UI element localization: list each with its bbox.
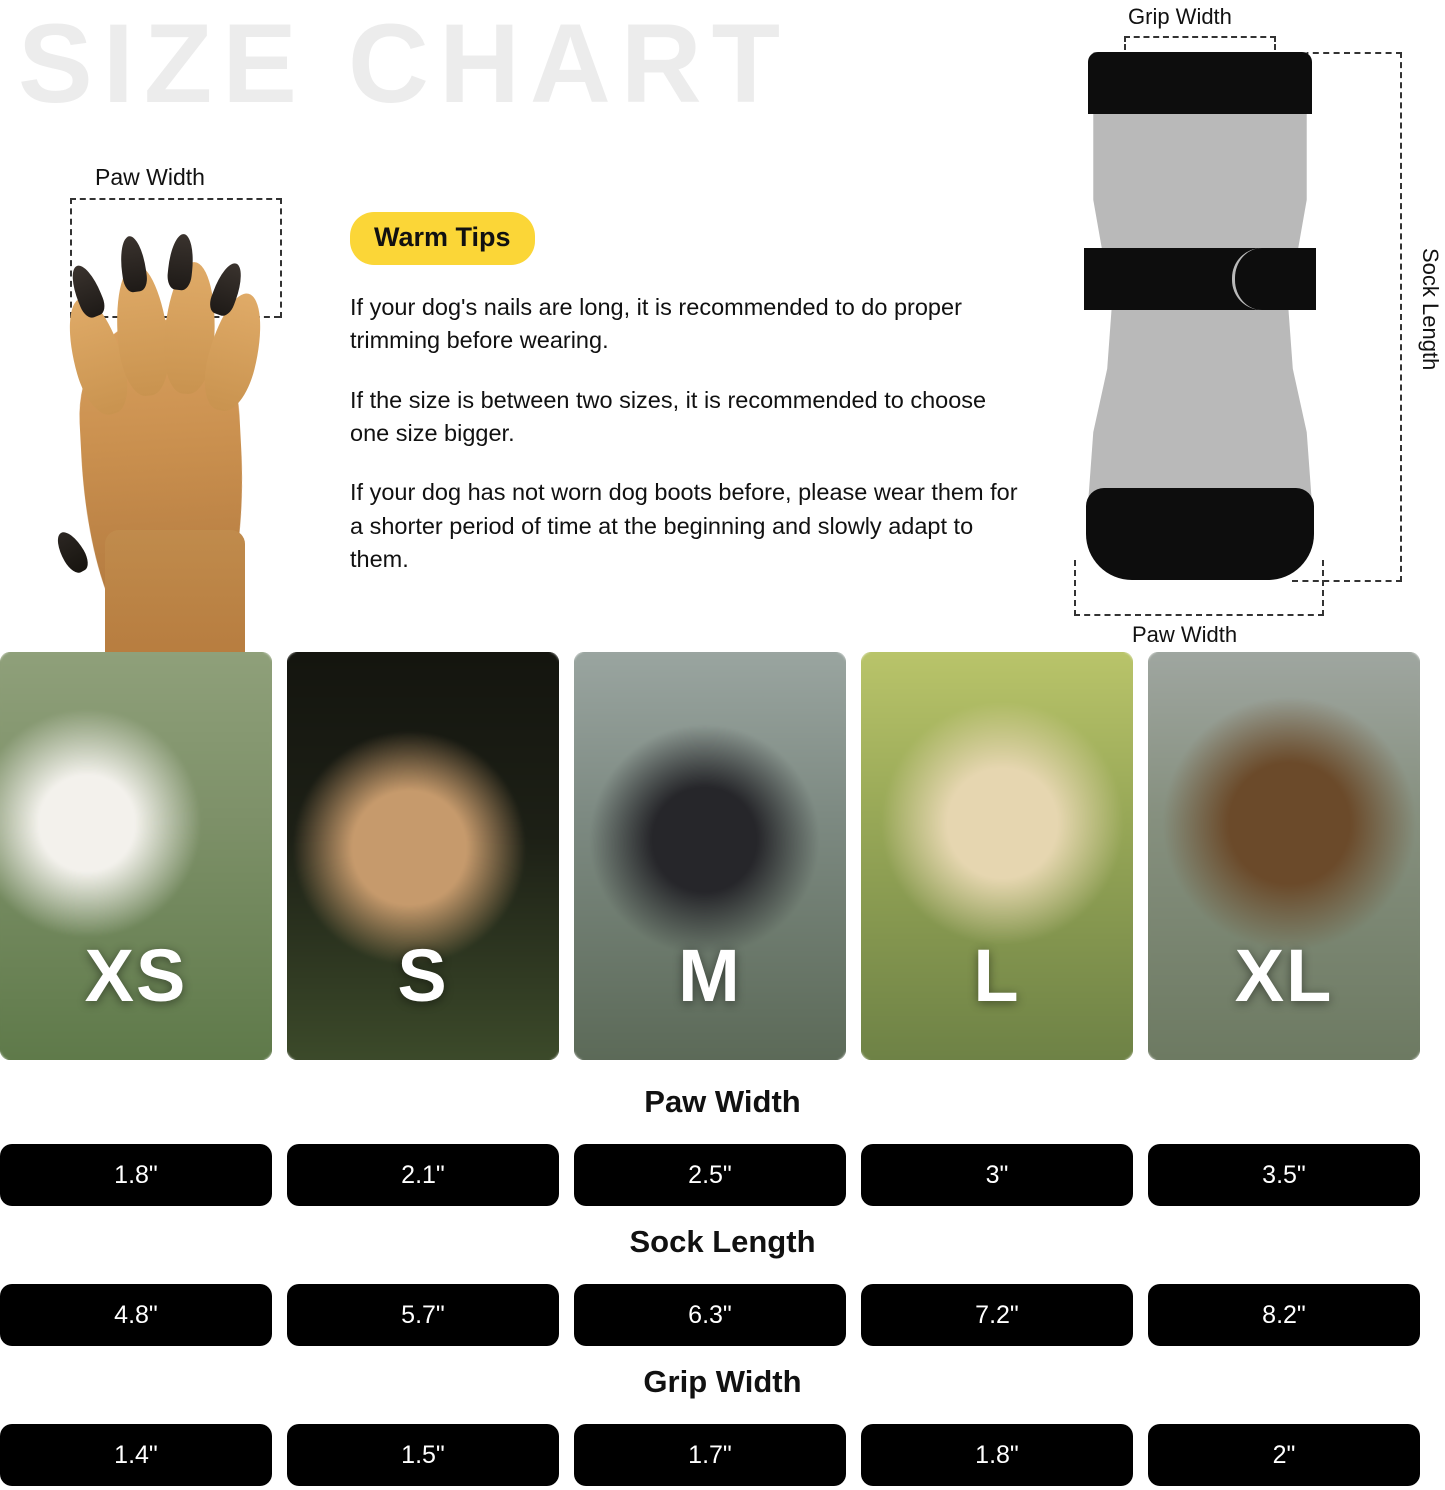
size-label-l: L: [973, 934, 1021, 1017]
size-card-m: [574, 652, 846, 1060]
measurement-title-sock-length: Sock Length: [629, 1224, 816, 1259]
paw-width-value-xl: 3.5": [1148, 1144, 1420, 1206]
measurement-row-sock-length: [0, 1284, 1445, 1346]
size-card-s: [287, 652, 559, 1060]
size-label-xl: XL: [1234, 934, 1334, 1017]
size-label-xs: XS: [84, 934, 188, 1017]
paw-width-value-m: 2.5": [574, 1144, 846, 1206]
boot-buckle-shape: [1232, 248, 1300, 310]
grip-width-value-xs: 1.4": [0, 1424, 272, 1486]
sock-length-value-m: 6.3": [574, 1284, 846, 1346]
size-card-l: [861, 652, 1133, 1060]
grip-width-value-xl: 2": [1148, 1424, 1420, 1486]
grip-width-value-m: 1.7": [574, 1424, 846, 1486]
sock-length-value-l: 7.2": [861, 1284, 1133, 1346]
measurement-row-paw-width: [0, 1144, 1445, 1206]
warm-tip-3: If your dog has not worn dog boots before, please wear them for a shorter period of time at the beginning and slowly adapt to them.: [350, 479, 1018, 573]
boot-paw-width-label: Paw Width: [1132, 622, 1238, 647]
size-label-m: M: [678, 934, 742, 1017]
page-title: SIZE CHART: [18, 1, 790, 126]
boot-sole-shape: [1086, 488, 1314, 580]
size-card-xl: [1148, 652, 1420, 1060]
measurement-row-grip-width: [0, 1424, 1445, 1486]
dog-boot-illustration: [1084, 52, 1316, 580]
warm-tips-section: [350, 212, 1020, 577]
dog-paw-photo: [45, 200, 285, 650]
paw-width-diagram: [0, 150, 300, 650]
boot-cuff-shape: [1088, 52, 1312, 114]
paw-width-diagram-label: Paw Width: [95, 164, 205, 190]
sock-length-label: Sock Length: [1418, 248, 1443, 371]
sock-length-value-xl: 8.2": [1148, 1284, 1420, 1346]
paw-width-value-xs: 1.8": [0, 1144, 272, 1206]
size-card-xs: [0, 652, 272, 1060]
size-label-s: S: [397, 934, 449, 1017]
grip-width-value-s: 1.5": [287, 1424, 559, 1486]
warm-tip-1: If your dog's nails are long, it is recommended to do proper trimming before wearing.: [350, 294, 962, 354]
paw-width-value-s: 2.1": [287, 1144, 559, 1206]
paw-width-value-l: 3": [861, 1144, 1133, 1206]
sock-length-value-s: 5.7": [287, 1284, 559, 1346]
sock-length-value-xs: 4.8": [0, 1284, 272, 1346]
warm-tip-2: If the size is between two sizes, it is recommended to choose one size bigger.: [350, 386, 987, 447]
warm-tips-badge: Warm Tips: [350, 212, 535, 265]
measurement-title-paw-width: Paw Width: [644, 1084, 801, 1119]
grip-width-value-l: 1.8": [861, 1424, 1133, 1486]
size-photo-row: [0, 652, 1445, 1064]
dog-boot-diagram: [1040, 0, 1445, 660]
grip-width-label: Grip Width: [1128, 4, 1232, 29]
paw-dewclaw: [51, 527, 92, 576]
measurement-title-grip-width: Grip Width: [643, 1364, 802, 1399]
